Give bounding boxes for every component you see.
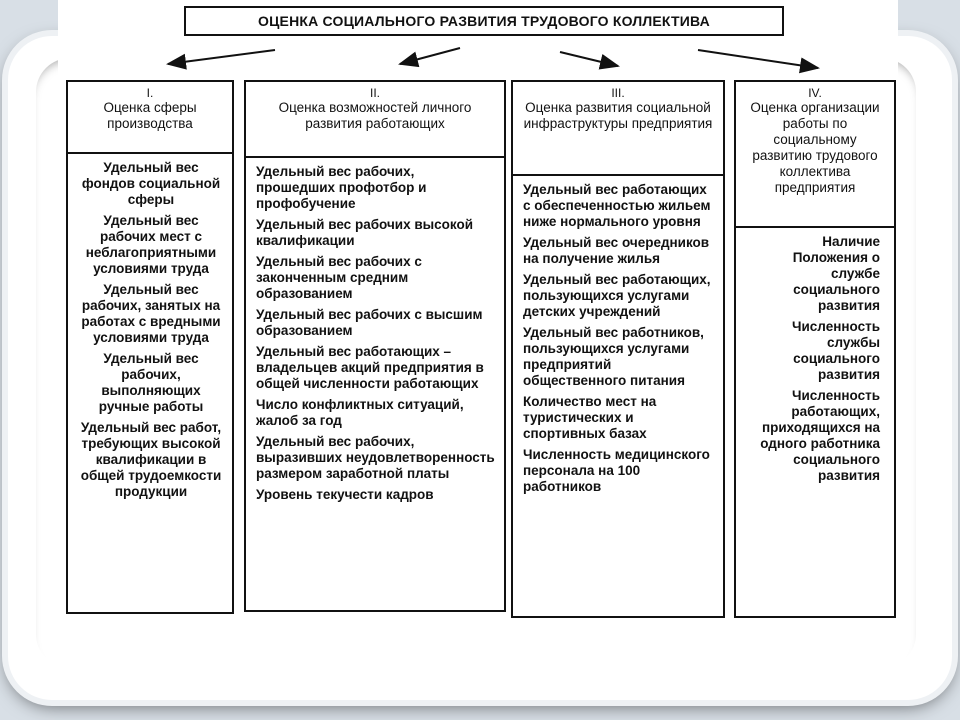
list-item: Удельный вес работников, пользующихся услугами предприятий общественного питания [523, 325, 704, 388]
list-item: Удельный вес очередников на получение жилья [523, 235, 710, 266]
column-header [513, 82, 723, 176]
list-item: Удельный вес рабочих мест с неблагоприятными условиями труда [85, 213, 217, 276]
column-personal-development [244, 80, 506, 612]
list-item: Численность медицинского персонала на 100 работников [523, 447, 710, 494]
column-work-organization [734, 80, 896, 618]
column-number: II. [369, 86, 380, 100]
column-number: IV. [808, 86, 822, 100]
column-social-infrastructure [511, 80, 725, 618]
column-number: I. [146, 86, 154, 100]
list-item: Уровень текучести кадров [256, 487, 434, 502]
list-item: Количество мест на туристических и спортивных базах [523, 394, 657, 441]
arrow-to-col2 [400, 48, 460, 64]
diagram-title: ОЦЕНКА СОЦИАЛЬНОГО РАЗВИТИЯ ТРУДОВОГО КОЛЛЕКТИВА [184, 6, 784, 36]
column-heading: Оценка возможностей личного развития работающих [278, 100, 472, 131]
list-item: Удельный вес рабочих, прошедших профотбор и профобучение [256, 164, 427, 211]
list-item: Удельный вес рабочих с законченным средним образованием [256, 254, 422, 301]
column-production [66, 80, 234, 614]
column-items [68, 154, 232, 500]
list-item: Численность службы социального развития [792, 319, 880, 382]
column-header [246, 82, 504, 158]
list-item: Число конфликтных ситуаций, жалоб за год [256, 397, 464, 428]
list-item: Удельный вес рабочих высокой квалификации [256, 217, 474, 248]
column-heading: Оценка развития социальной инфраструктуры предприятия [523, 100, 713, 131]
list-item: Наличие Положения о службе социального развития [792, 234, 880, 313]
list-item: Численность работающих, приходящихся на одного работника социального развития [760, 388, 880, 483]
list-item: Удельный вес фондов социальной сферы [81, 160, 221, 207]
list-item: Удельный вес работающих, пользующихся услугами детских учреждений [523, 272, 711, 319]
column-header [736, 82, 894, 228]
column-items [736, 228, 894, 484]
arrow-to-col1 [168, 50, 275, 64]
column-heading: Оценка организации работы по социальному развитию трудового коллектива предприятия [750, 100, 880, 195]
list-item: Удельный вес рабочих, занятых на работах с вредными условиями труда [81, 282, 221, 345]
column-header [68, 82, 232, 154]
list-item: Удельный вес работ, требующих высокой квалификации в общей трудоемкости продукции [80, 420, 222, 499]
list-item: Удельный вес рабочих, выполняющих ручные работы [98, 351, 204, 414]
arrow-to-col3 [560, 52, 618, 66]
list-item: Удельный вес рабочих, выразивших неудовлетворенность размером заработной платы [256, 434, 495, 481]
column-heading: Оценка сферы производства [103, 100, 197, 131]
arrow-to-col4 [698, 50, 818, 68]
column-items [513, 176, 723, 495]
list-item: Удельный вес работающих – владельцев акций предприятия в общей численности работающих [256, 344, 484, 391]
column-number: III. [611, 86, 625, 100]
list-item: Удельный вес работающих с обеспеченностью жильем ниже нормального уровня [523, 182, 711, 229]
column-items [246, 158, 504, 503]
list-item: Удельный вес рабочих с высшим образованием [256, 307, 483, 338]
